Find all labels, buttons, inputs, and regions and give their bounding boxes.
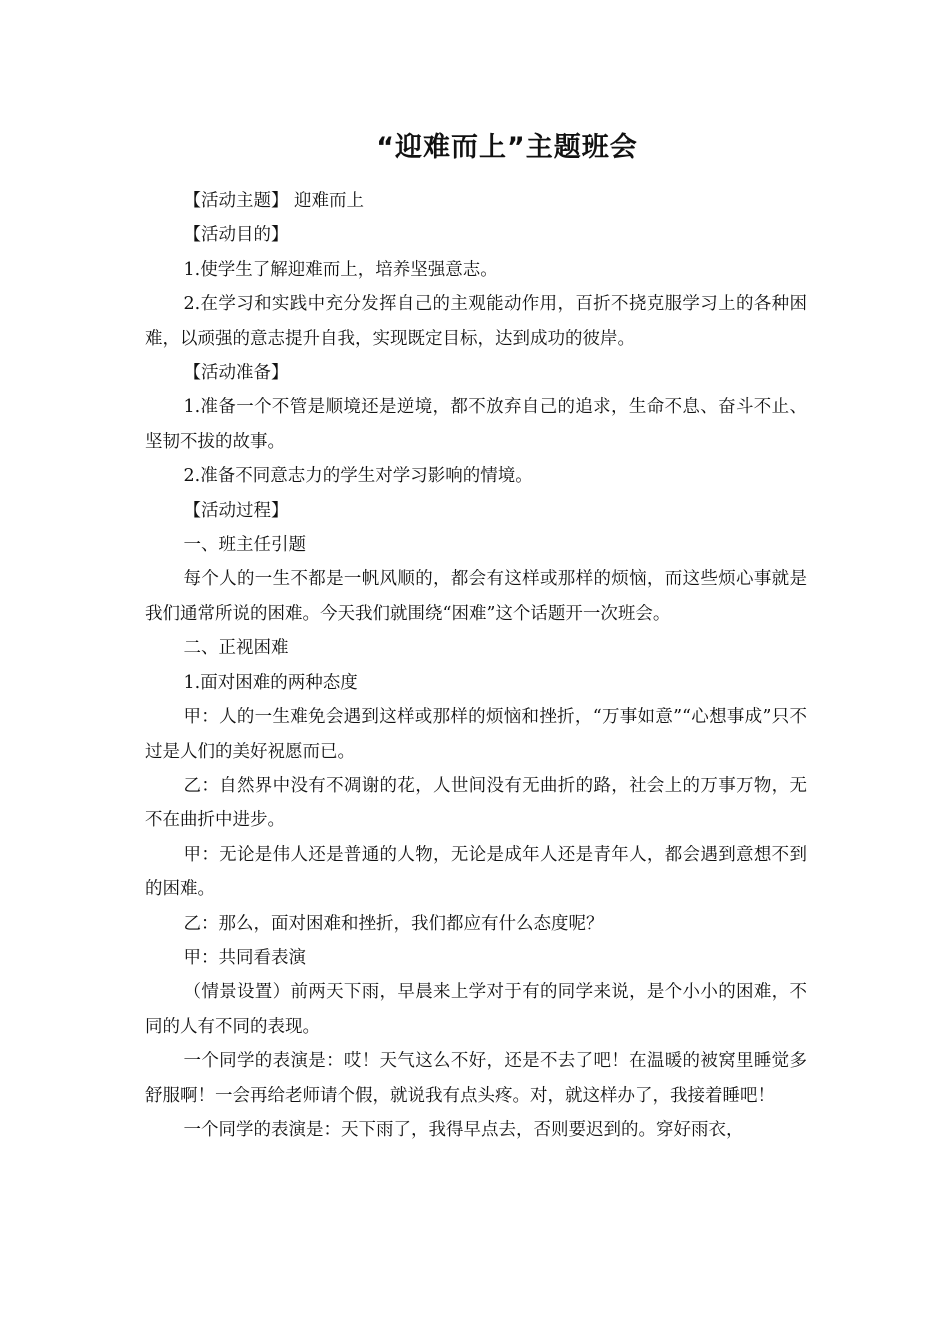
paragraph-activity-theme: 【活动主题】 迎难而上 [183,191,365,211]
paragraph: （情景设置）前两天下雨，早晨来上学对于有的同学来说，是个小小的困难，不同的人有不同的表现。 [145,982,807,1037]
page-title: “迎难而上”主题班会 [376,132,638,163]
paragraph: 1.准备一个不管是顺境还是逆境，都不放弃自己的追求，生命不息、奋斗不止、坚韧不拔的故事。 [145,397,807,452]
dialogue-line: 乙：那么，面对困难和挫折，我们都应有什么态度呢？ [183,913,604,934]
heading-activity-purpose: 【活动目的】 [183,225,289,246]
paragraph: 一个同学的表演是：哎！天气这么不好，还是不去了吧！在温暖的被窝里睡觉多舒服啊！一会再给老师请个假，就说我有点头疼。对，就这样办了，我接着睡吧！ [145,1051,807,1106]
subsection-heading: 1.面对困难的两种态度 [183,672,358,693]
heading-activity-process: 【活动过程】 [183,500,289,521]
heading-activity-preparation: 【活动准备】 [183,363,289,384]
dialogue-line: 乙：自然界中没有不凋谢的花，人世间没有无曲折的路，社会上的万事万物，无不在曲折中进步。 [145,775,807,831]
paragraph: 2.准备不同意志力的学生对学习影响的情境。 [183,466,533,487]
paragraph: 1.使学生了解迎难而上，培养坚强意志。 [183,259,498,280]
section-heading: 一、班主任引题 [183,535,306,556]
dialogue-line: 甲：人的一生难免会遇到这样或那样的烦恼和挫折，“万事如意”“心想事成”只不过是人们的美好祝愿而已。 [145,707,807,762]
dialogue-line: 甲：无论是伟人还是普通的人物，无论是成年人还是青年人，都会遇到意想不到的困难。 [145,844,807,900]
dialogue-line: 甲：共同看表演 [183,947,306,968]
paragraph: 一个同学的表演是：天下雨了，我得早点去，否则要迟到的。穿好雨衣， [183,1119,744,1140]
section-heading: 二、正视困难 [183,638,289,659]
paragraph: 每个人的一生不都是一帆风顺的，都会有这样或那样的烦恼，而这些烦心事就是我们通常所说的困难。今天我们就围绕“困难”这个话题开一次班会。 [145,569,807,624]
paragraph: 2.在学习和实践中充分发挥自己的主观能动作用，百折不挠克服学习上的各种困难，以顽强的意志提升自我，实现既定目标，达到成功的彼岸。 [145,294,807,349]
document-body [145,184,807,1147]
